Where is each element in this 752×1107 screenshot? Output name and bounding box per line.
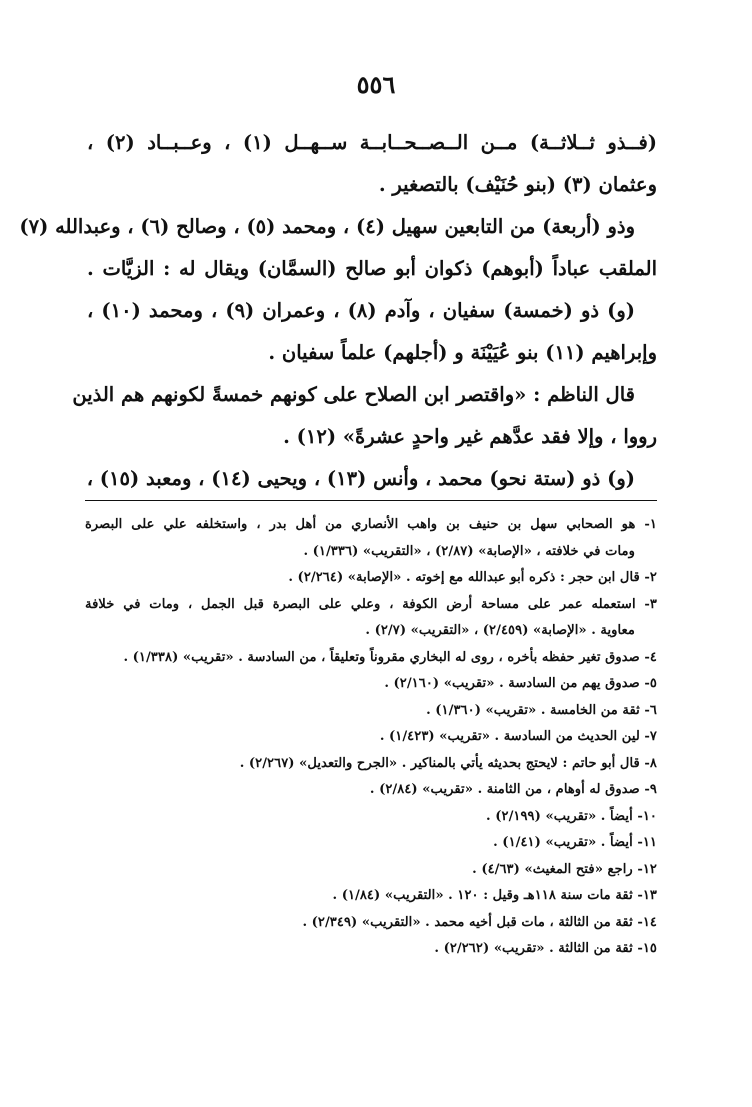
text-line: الملقب عباداً (أبوهم) ذكوان أبو صالح (السمَّان) ويقال له : الزيَّات . <box>87 257 657 280</box>
footnote-line: ٩- صدوق له أوهام ، من الثامنة . «تقريب» (٢/٨٤) . <box>369 782 657 797</box>
footnote-line: ١١- أيضاً . «تقريب» (١/٤١) . <box>493 835 657 850</box>
footnote-line: ١٢- راجع «فتح المغيث» (٤/٦٣) . <box>472 861 657 877</box>
footnote-line: ومات في خلافته ، «الإصابة» (٢/٨٧) ، «التقريب» (١/٣٣٦) . <box>303 543 635 559</box>
footnote-separator <box>85 500 657 501</box>
footnote-line: ١٣- ثقة مات سنة ١١٨هـ وقيل : ١٢٠ . «التقريب» (١/٨٤) . <box>332 888 657 903</box>
text-line: (فــذو ثــلاثــة) مــن الــصــحــابــة ســهــل (١) ، وعــبــاد (٢) ، <box>87 131 657 154</box>
main-text <box>19 122 657 500</box>
text-line: وعثمان (٣) (بنو حُنَيْف) بالتصغير . <box>378 173 657 196</box>
text-line: قال الناظم : «واقتصر ابن الصلاح على كونهم خمسةً لكونهم هم الذين <box>72 383 635 406</box>
text-line: وإبراهيم (١١) بنو عُيَيْنَة و (أجلهم) علماً سفيان . <box>268 341 657 364</box>
text-line: (و) ذو (خمسة) سفيان ، وآدم (٨) ، وعمران (٩) ، ومحمد (١٠) ، <box>87 299 636 322</box>
page-number: ٥٥٦ <box>356 70 396 99</box>
footnote-line: ٧- لين الحديث من السادسة . «تقريب» (١/٤٢٣) . <box>379 729 657 744</box>
footnotes <box>85 512 657 963</box>
footnote-line: ٦- ثقة من الخامسة . «تقريب» (١/٣٦٠) . <box>426 702 657 718</box>
footnote-line: ٣- استعمله عمر على مساحة أرض الكوفة ، وعلي على البصرة قبل الجمل ، ومات في خلافة <box>85 596 657 612</box>
text-line: وذو (أربعة) من التابعين سهيل (٤) ، ومحمد (٥) ، وصالح (٦) ، وعبدالله (٧) <box>19 215 635 238</box>
text-line: (و) ذو (ستة نحو) محمد ، وأنس (١٣) ، ويحيى (١٤) ، ومعبد (١٥) ، <box>86 467 635 490</box>
footnote-line: ٥- صدوق يهم من السادسة . «تقريب» (٢/١٦٠) . <box>384 676 657 691</box>
footnote-line: ٤- صدوق تغير حفظه بأخره ، روى له البخاري مقروناً وتعليقاً ، من السادسة . «تقريب» (١/٣٣٨) . <box>123 649 657 665</box>
text-line: رووا ، وإلا فقد عدَّهم غير واحدٍ عشرةً» (١٢) . <box>283 425 657 448</box>
footnote-line: ١٠- أيضاً . «تقريب» (٢/١٩٩) . <box>486 808 657 824</box>
footnote-line: ٨- قال أبو حاتم : لايحتج بحديثه يأتي بالمناكير . «الجرح والتعديل» (٢/٢٦٧) . <box>239 755 657 771</box>
footnote-line: ٢- قال ابن حجر : ذكره أبو عبدالله مع إخوته . «الإصابة» (٢/٢٦٤) . <box>288 570 657 585</box>
footnote-line: ١- هو الصحابي سهل بن حنيف بن واهب الأنصاري من أهل بدر ، واستخلفه علي على البصرة <box>85 517 657 532</box>
footnote-line: معاوية . «الإصابة» (٢/٤٥٩) ، «التقريب» (٢/٧) . <box>365 623 635 638</box>
footnote-line: ١٤- ثقة من الثالثة ، مات قبل أخيه محمد . «التقريب» (٢/٣٤٩) . <box>302 914 657 930</box>
footnote-line: ١٥- ثقة من الثالثة . «تقريب» (٢/٢٦٢) . <box>434 941 657 956</box>
